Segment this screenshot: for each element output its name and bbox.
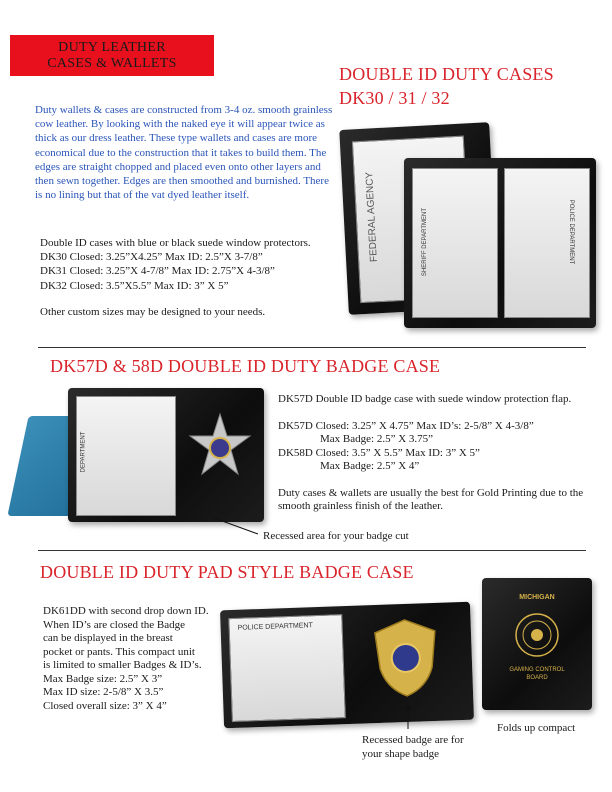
section1-title-line1: DOUBLE ID DUTY CASES [339, 64, 554, 84]
banner-line-2: CASES & WALLETS [47, 55, 177, 71]
section3-details [43, 605, 243, 713]
front-wallet [404, 158, 596, 328]
section1-specs [40, 236, 340, 293]
spec-line: DK30 Closed: 3.25”X4.25” Max ID: 2.5”X 3-7/8” [40, 251, 263, 264]
seal-icon [514, 612, 560, 658]
dk61-line: Max Badge size: 2.5” X 3” [43, 672, 163, 685]
photo-double-id-cases [340, 118, 602, 333]
section2-details [278, 393, 603, 514]
dk61-line: DK61DD with second drop down ID. [43, 605, 209, 617]
section1-title [339, 62, 554, 110]
dk57-line: Max Badge: 2.5” X 3.75” [320, 433, 434, 445]
gold-printing-note: Duty cases & wallets are usually the best for Gold Printing due to the smooth grainless finish of the leather. [278, 486, 584, 512]
section1-title-line2: DK30 / 31 / 32 [339, 88, 450, 108]
spec-line: Double ID cases with blue or black suede window protectors. [40, 237, 311, 249]
section1-intro: Duty wallets & cases are constructed from 3-4 oz. smooth grainless cow leather. By looking with the naked eye it will appear twice as thick as our dress leather. These type wallets and cases are more economical due to the construction that it takes to build them. The edges are straight chopped and placed even onto other layers and then sewn together. Edges are then smoothed and burnished. There is no lining but that of the vat dyed leather itself. [35, 104, 333, 202]
gaming-line2: BOARD [526, 675, 548, 681]
id-window-right [504, 168, 590, 318]
spec-line: DK32 Closed: 3.5”X5.5” Max ID: 3” X 5” [40, 279, 229, 292]
police-label: POLICE DEPARTMENT [568, 199, 575, 265]
id-window [76, 396, 176, 516]
dk57-desc: DK57D Double ID badge case with suede window protection flap. [278, 393, 572, 405]
michigan-label: MICHIGAN [519, 594, 555, 601]
recess-badge-line1: Recessed badge are for [362, 734, 464, 746]
recess-badge-line2: your shape badge [362, 747, 439, 760]
shield-badge-icon [368, 617, 443, 699]
dk61-line: is limited to smaller Badges & ID’s. [43, 659, 202, 671]
dk58-line: Max Badge: 2.5” X 4” [320, 460, 420, 472]
photo-pad-case-open [220, 602, 474, 729]
id-window [228, 614, 346, 722]
badge-case-body [68, 388, 264, 522]
recess-badge-caption [362, 734, 502, 761]
dk61-line: pocket or pants. This compact unit [43, 645, 195, 658]
dk61-line: When ID’s are closed the Badge [43, 618, 186, 631]
star-badge-icon [186, 412, 254, 480]
id-window-left [412, 168, 498, 318]
divider [38, 347, 586, 348]
dk61-line: Max ID size: 2-5/8” X 3.5” [43, 686, 164, 698]
divider [38, 550, 586, 551]
banner-line-1: DUTY LEATHER [58, 39, 166, 55]
pointer-arrow [402, 703, 414, 731]
gaming-line1: GAMING CONTROL [509, 667, 565, 673]
spec-line: DK31 Closed: 3.25”X 4-7/8” Max ID: 2.75”X 4-3/8” [40, 265, 275, 278]
folds-caption: Folds up compact [497, 722, 576, 734]
photo-pad-case-closed [482, 578, 592, 710]
gaming-control-label [482, 666, 592, 682]
photo-badge-case [18, 388, 273, 524]
recess-caption: Recessed area for your badge cut [263, 530, 409, 542]
section3-title: DOUBLE ID DUTY PAD STYLE BADGE CASE [40, 562, 414, 582]
dk61-line: Closed overall size: 3” X 4” [43, 699, 167, 712]
dk58-line: DK58D Closed: 3.5” X 5.5” Max ID: 3” X 5” [278, 446, 480, 459]
dk61-line: can be displayed in the breast [43, 632, 173, 644]
federal-agency-label: FEDERAL AGENCY [364, 171, 380, 263]
sheriff-label: SHERIFF DEPARTMENT [422, 207, 429, 277]
dk57-line: DK57D Closed: 3.25” X 4.75” Max ID’s: 2-5/8” X 4-3/8” [278, 419, 534, 432]
department-label: DEPARTMENT [80, 431, 87, 473]
police-department-label: POLICE DEPARTMENT [237, 622, 313, 632]
pointer-line [212, 516, 262, 538]
section2-title: DK57D & 58D DOUBLE ID DUTY BADGE CASE [50, 356, 441, 376]
header-banner [10, 35, 214, 76]
custom-sizes-note: Other custom sizes may be designed to your needs. [40, 306, 266, 318]
